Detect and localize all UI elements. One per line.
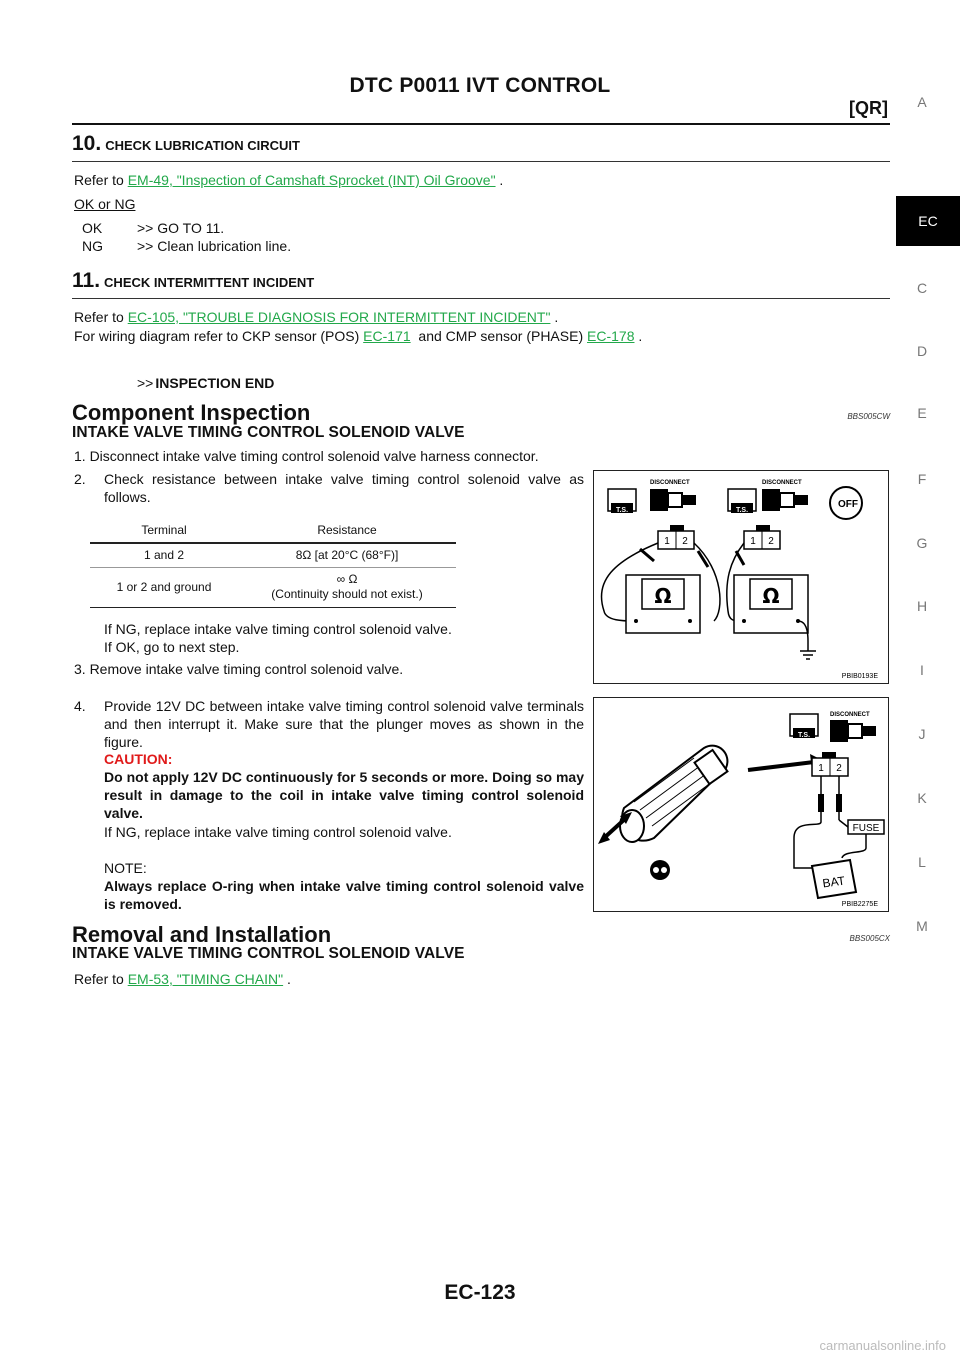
- plunger-check-diagram: [594, 698, 888, 911]
- ts-icon: [728, 489, 756, 514]
- step-number: 10.: [72, 132, 102, 155]
- table-cell-terminal: 1 and 2: [90, 543, 238, 567]
- ok-action: >> GO TO 11.: [137, 220, 225, 236]
- if-ng-text: If NG, replace intake valve timing control solenoid valve.: [104, 621, 452, 637]
- caution-text: Do not apply 12V DC continuously for 5 seconds or more. Doing so may result in damage to the coil in intake valve timing control solenoid valve.: [104, 769, 584, 821]
- if-ok-text: If OK, go to next step.: [104, 639, 240, 655]
- link-em-53[interactable]: EM-53, "TIMING CHAIN": [127, 971, 284, 987]
- step-10-heading: [72, 132, 300, 156]
- side-index-c[interactable]: C: [916, 280, 928, 296]
- figure-code: PBIB0193E: [841, 673, 878, 680]
- side-index-i[interactable]: I: [920, 662, 924, 678]
- disconnect-label: DISCONNECT: [830, 712, 870, 718]
- disconnect-label: DISCONNECT: [762, 480, 802, 486]
- item-3: 3. Remove intake valve timing control solenoid valve.: [74, 661, 404, 677]
- step-number: 11.: [72, 269, 101, 292]
- side-index-f[interactable]: F: [917, 471, 927, 487]
- item-4: Provide 12V DC between intake valve timing control solenoid valve terminals and then interrupt it. Make sure that the plunger moves as shown in the figure.: [104, 698, 584, 750]
- step-10-refer: [74, 171, 503, 189]
- side-index-ec-active[interactable]: EC: [896, 196, 960, 246]
- note-label: NOTE:: [104, 860, 147, 876]
- section-code: BBS005CX: [849, 934, 890, 943]
- figure-plunger-check: [593, 697, 889, 912]
- link-em-49[interactable]: EM-49, "Inspection of Camshaft Sprocket (INT) Oil Groove": [127, 172, 496, 188]
- side-index-e[interactable]: E: [917, 405, 927, 421]
- pin-1-label: 1: [750, 536, 756, 547]
- component-subtitle: INTAKE VALVE TIMING CONTROL SOLENOID VALVE: [72, 424, 465, 441]
- item-1: 1. Disconnect intake valve timing control solenoid valve harness connector.: [74, 448, 539, 464]
- step-rule: [72, 161, 890, 162]
- battery-label: BAT: [821, 873, 846, 891]
- side-index-a[interactable]: A: [917, 94, 927, 110]
- off-label: OFF: [838, 499, 858, 510]
- table-row: [90, 543, 456, 567]
- side-index-g[interactable]: G: [916, 535, 928, 551]
- step-title: CHECK LUBRICATION CIRCUIT: [105, 138, 300, 153]
- ng-action: >> Clean lubrication line.: [137, 238, 292, 254]
- connector-icon: [762, 489, 808, 511]
- table-cell-terminal: 1 or 2 and ground: [90, 567, 238, 607]
- table-cell-resistance: [238, 567, 456, 607]
- pin-2-label: 2: [682, 536, 688, 547]
- wiring-mid: and CMP sensor (PHASE): [410, 328, 588, 344]
- removal-refer: [74, 970, 291, 988]
- figure-resistance-check: [593, 470, 889, 684]
- table-row: [90, 567, 456, 607]
- side-index-d[interactable]: D: [916, 343, 928, 359]
- visual-check-icon: [650, 860, 670, 880]
- item-2-num: 2.: [74, 471, 86, 487]
- figure-code: PBIB2275E: [841, 901, 878, 908]
- section-code: BBS005CW: [847, 412, 890, 421]
- resistance-note: (Continuity should not exist.): [271, 587, 423, 601]
- connector-icon: [830, 720, 876, 742]
- ts-label: T.S.: [797, 732, 811, 739]
- table-header-row: [90, 517, 456, 543]
- table-header-terminal: Terminal: [90, 517, 238, 543]
- step-11-heading: [72, 269, 314, 293]
- connector-pins: [812, 752, 848, 776]
- ts-label: T.S.: [615, 507, 629, 514]
- component-inspection-title: [72, 400, 890, 426]
- connector-icon: [650, 489, 696, 511]
- wiring-prefix: For wiring diagram refer to CKP sensor (POS): [74, 328, 364, 344]
- end-arrow: >>: [137, 375, 154, 391]
- caution-if-ng: If NG, replace intake valve timing control solenoid valve.: [104, 824, 452, 840]
- refer-suffix: .: [283, 971, 291, 987]
- side-index-j[interactable]: J: [918, 726, 926, 742]
- disconnect-label: DISCONNECT: [650, 480, 690, 486]
- resistance-check-diagram: [594, 471, 888, 683]
- refer-prefix: Refer to: [74, 971, 128, 987]
- page-number: EC-123: [444, 1281, 516, 1304]
- caution-label: CAUTION:: [104, 751, 173, 767]
- link-ec-178[interactable]: EC-178: [587, 328, 635, 344]
- side-index-k[interactable]: K: [917, 790, 927, 806]
- ok-label: OK: [82, 220, 103, 236]
- step-11-refer: [74, 308, 558, 326]
- table-header-resistance: Resistance: [238, 517, 456, 543]
- watermark: carmanualsonline.info: [819, 1338, 946, 1353]
- refer-prefix: Refer to: [74, 309, 128, 325]
- ignition-off-icon: [830, 487, 862, 519]
- connector-pins-2: [744, 525, 780, 549]
- item-4-num: 4.: [74, 698, 86, 714]
- wiring-refer: [74, 327, 642, 345]
- solenoid-valve: [620, 746, 727, 842]
- ground-icon: [800, 651, 816, 659]
- end-text: INSPECTION END: [155, 375, 275, 391]
- side-index-m[interactable]: M: [916, 918, 928, 934]
- fuse-icon: [848, 820, 884, 834]
- ohm-symbol: Ω: [762, 584, 780, 608]
- resistance-value: ∞ Ω: [336, 572, 358, 586]
- item-2: Check resistance between intake valve timing control solenoid valve as follows.: [104, 471, 584, 505]
- ts-icon: [790, 714, 818, 739]
- fuse-label: FUSE: [852, 823, 880, 834]
- page-title: DTC P0011 IVT CONTROL: [349, 74, 611, 97]
- section-title-text: Component Inspection: [72, 400, 311, 425]
- removal-subtitle: INTAKE VALVE TIMING CONTROL SOLENOID VALVE: [72, 945, 465, 962]
- ok-or-ng-label: OK or NG: [74, 196, 136, 212]
- side-index-l[interactable]: L: [918, 854, 926, 870]
- ts-icon: [608, 489, 636, 514]
- resistance-table: [90, 517, 456, 608]
- header-rule: [72, 123, 890, 125]
- section-tag: [QR]: [849, 98, 888, 118]
- pin-1-label: 1: [664, 536, 670, 547]
- side-index-h[interactable]: H: [916, 598, 928, 614]
- step-rule: [72, 298, 890, 299]
- refer-suffix: .: [550, 309, 559, 325]
- pin-2-label: 2: [768, 536, 774, 547]
- section-title-text: Removal and Installation: [72, 922, 332, 947]
- pin-1-label: 1: [818, 763, 824, 774]
- battery-icon: [812, 860, 856, 898]
- pin-2-label: 2: [836, 763, 842, 774]
- table-cell-resistance: 8Ω [at 20°C (68°F)]: [238, 543, 456, 567]
- link-ec-171[interactable]: EC-171: [363, 328, 411, 344]
- connector-pins-1: [658, 525, 694, 549]
- refer-suffix: .: [495, 172, 504, 188]
- inspection-end: [137, 374, 274, 392]
- ts-label: T.S.: [735, 507, 749, 514]
- refer-prefix: Refer to: [74, 172, 128, 188]
- link-ec-105[interactable]: EC-105, "TROUBLE DIAGNOSIS FOR INTERMITTENT INCIDENT": [127, 309, 551, 325]
- ohmmeter-icon-1: [626, 575, 700, 633]
- wiring-suffix: .: [634, 328, 643, 344]
- step-title: CHECK INTERMITTENT INCIDENT: [104, 275, 315, 290]
- ng-label: NG: [82, 238, 103, 254]
- ohm-symbol: Ω: [654, 584, 672, 608]
- ohmmeter-icon-2: [734, 575, 808, 633]
- note-text: Always replace O-ring when intake valve timing control solenoid valve is removed.: [104, 878, 584, 912]
